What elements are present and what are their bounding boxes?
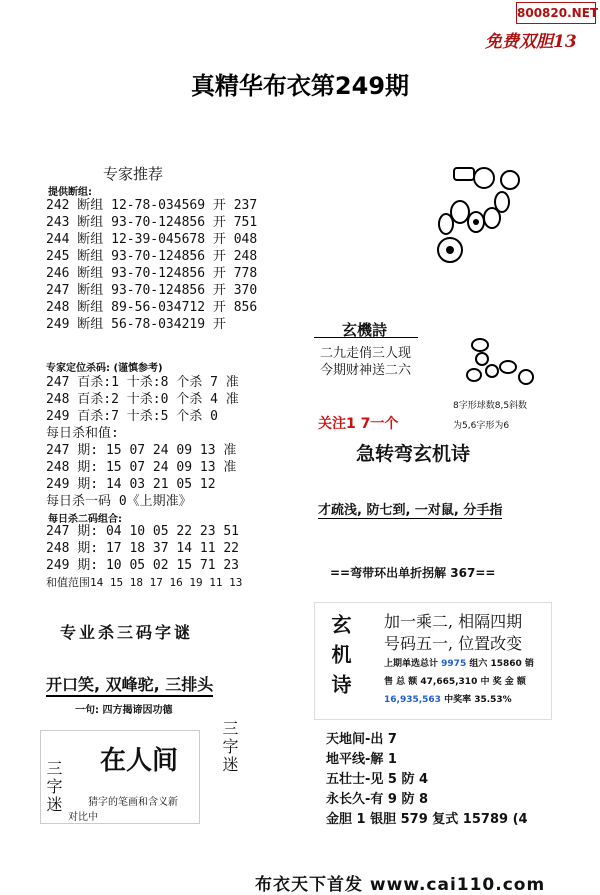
stat1-number: 9975 bbox=[441, 659, 467, 669]
expert-line: 248 断组 89-56-034712 开 856 bbox=[46, 300, 258, 315]
hint-line: 五壮士-见 5 防 4 bbox=[326, 772, 429, 787]
expert-line: 249 断组 56-78-034219 开 bbox=[46, 317, 226, 332]
expert-line: 242 断组 12-78-034569 开 237 bbox=[46, 198, 258, 213]
sum-heading: 每日杀和值: bbox=[46, 426, 119, 441]
riddle-big-word: 在人间 bbox=[100, 746, 179, 776]
site-badge: 800820.NET bbox=[516, 2, 596, 24]
expert-line: 244 断组 12-39-045678 开 048 bbox=[46, 232, 258, 247]
xuanji-note2: 为5,6字形为6 bbox=[453, 421, 510, 431]
xuanji-note1: 8字形球数8,5斜数 bbox=[453, 401, 528, 411]
sum-line: 248 期: 15 07 24 09 13 准 bbox=[46, 460, 237, 475]
poem-vertical-title: 玄机诗 bbox=[328, 614, 352, 704]
riddle-hint2: 对比中 bbox=[68, 812, 98, 823]
kill-two-line: 247 期: 04 10 05 22 23 51 bbox=[46, 524, 240, 539]
sum-range: 和值范围14 15 18 17 16 19 11 13 bbox=[46, 576, 243, 589]
position-line: 248 百杀:2 十杀:0 个杀 4 准 bbox=[46, 392, 239, 407]
riddle-line1: 开口笑, 双峰驼, 三排头 bbox=[46, 672, 213, 697]
poem-line: 才疏浅, 防七到, 一对鼠, 分手指 bbox=[318, 499, 502, 519]
kill-two-line: 248 期: 17 18 37 14 11 22 bbox=[46, 541, 240, 556]
expert-heading: 专家推荐 bbox=[103, 165, 164, 183]
expert-line: 246 断组 93-70-124856 开 778 bbox=[46, 266, 258, 281]
hint-line: 金胆 1 银胆 579 复式 15789 (4 bbox=[326, 812, 528, 827]
riddle-side-left: 三字迷 bbox=[44, 760, 63, 814]
riddle-heading: 专业杀三码字谜 bbox=[60, 623, 194, 642]
hint-line: 地平线-解 1 bbox=[326, 752, 397, 767]
kill-two-line: 249 期: 10 05 02 15 71 23 bbox=[46, 558, 240, 573]
expert-line: 247 断组 93-70-124856 开 370 bbox=[46, 283, 258, 298]
focus-text: 关注1 7一个 bbox=[318, 416, 399, 432]
bead-chain-illustration bbox=[462, 333, 542, 393]
page-title: 真精华布衣第249期 bbox=[190, 72, 410, 100]
solve-line: ==弯带环出单折拐解 367== bbox=[330, 566, 496, 580]
poem-line1: 加一乘二, 相隔四期 bbox=[384, 612, 523, 631]
poem-line2: 号码五一, 位置改变 bbox=[384, 634, 523, 653]
xuanji-heading: 玄機詩 bbox=[342, 321, 388, 339]
free-tag: 免费双胆13 bbox=[485, 32, 577, 52]
hint-line: 永长久-有 9 防 8 bbox=[326, 792, 429, 807]
poem-stat2: 售 总 额 47,665,310 中 奖 金 额 bbox=[384, 677, 526, 687]
hint-line: 天地间-出 7 bbox=[326, 732, 397, 747]
xuanji-line1: 二九走俏三人现 bbox=[320, 346, 412, 361]
sum-line: 247 期: 15 07 24 09 13 准 bbox=[46, 443, 237, 458]
xuanji-rule bbox=[314, 337, 418, 338]
kill-two-heading: 每日杀二码组合: bbox=[48, 514, 122, 525]
expert-sub: 提供断组: bbox=[48, 187, 92, 198]
position-line: 247 百杀:1 十杀:8 个杀 7 准 bbox=[46, 375, 239, 390]
coin-chain-illustration bbox=[420, 160, 530, 275]
expert-lines bbox=[46, 197, 257, 333]
expert-line: 243 断组 93-70-124856 开 751 bbox=[46, 215, 258, 230]
stat3-suffix: 中奖率 35.53% bbox=[444, 695, 512, 705]
poem-stat3 bbox=[384, 692, 512, 705]
expert-line: 245 断组 93-70-124856 开 248 bbox=[46, 249, 258, 264]
hint-list bbox=[326, 730, 528, 830]
sum-line: 249 期: 14 03 21 05 12 bbox=[46, 477, 216, 492]
kill-one: 每日杀一码 0《上期准》 bbox=[46, 494, 192, 509]
position-lines bbox=[46, 374, 239, 510]
riddle-side-right: 三字迷 bbox=[220, 720, 239, 774]
stat1-prefix: 上期单选总计 bbox=[384, 659, 439, 669]
xuanji-line2: 今期财神送二六 bbox=[320, 363, 412, 378]
riddle-poem-title: 急转弯玄机诗 bbox=[356, 443, 471, 465]
riddle-hint1: 猜字的笔画和含义新 bbox=[88, 797, 178, 808]
position-heading: 专家定位杀码: (谨慎参考) bbox=[46, 363, 163, 374]
position-line: 249 百杀:7 十杀:5 个杀 0 bbox=[46, 409, 218, 424]
kill-two-lines bbox=[46, 523, 242, 591]
stat3-number: 16,935,563 bbox=[384, 695, 441, 705]
riddle-line2: 一句: 四方揭谛因功德 bbox=[75, 705, 173, 716]
footer-text: 布衣天下首发 www.cai110.com bbox=[255, 875, 546, 895]
stat1-suffix: 组六 15860 销 bbox=[469, 659, 534, 669]
poem-stat1 bbox=[384, 656, 534, 669]
